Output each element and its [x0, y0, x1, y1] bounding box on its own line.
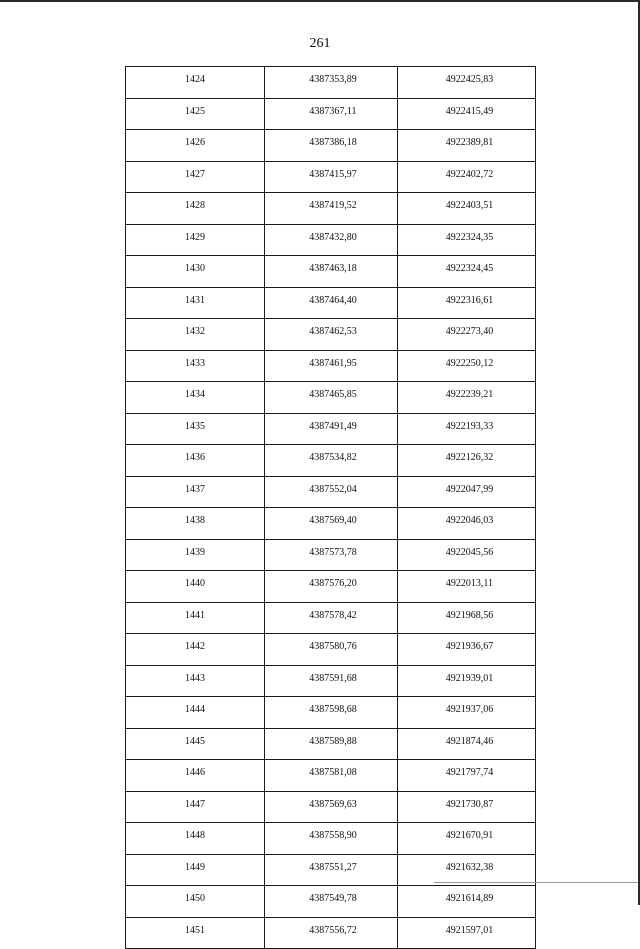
table-row	[126, 634, 536, 666]
table-row	[126, 760, 536, 792]
point-number-cell: 1450	[126, 886, 265, 918]
x-coordinate-cell: 4387491,49	[265, 413, 398, 445]
table-row	[126, 130, 536, 162]
point-number-cell: 1437	[126, 476, 265, 508]
y-coordinate-cell: 4922324,35	[398, 224, 536, 256]
y-coordinate-cell: 4922425,83	[398, 67, 536, 99]
y-coordinate-cell: 4921730,87	[398, 791, 536, 823]
point-number-cell: 1444	[126, 697, 265, 729]
x-coordinate-cell: 4387591,68	[265, 665, 398, 697]
point-number-cell: 1439	[126, 539, 265, 571]
point-number-cell: 1426	[126, 130, 265, 162]
x-coordinate-cell: 4387534,82	[265, 445, 398, 477]
y-coordinate-cell: 4922415,49	[398, 98, 536, 130]
table-row	[126, 256, 536, 288]
y-coordinate-cell: 4921670,91	[398, 823, 536, 855]
table-row	[126, 350, 536, 382]
x-coordinate-cell: 4387581,08	[265, 760, 398, 792]
y-coordinate-cell: 4921936,67	[398, 634, 536, 666]
table-row	[126, 224, 536, 256]
table-row	[126, 67, 536, 99]
point-number-cell: 1431	[126, 287, 265, 319]
table-row	[126, 161, 536, 193]
x-coordinate-cell: 4387552,04	[265, 476, 398, 508]
y-coordinate-cell: 4922126,32	[398, 445, 536, 477]
x-coordinate-cell: 4387598,68	[265, 697, 398, 729]
x-coordinate-cell: 4387549,78	[265, 886, 398, 918]
point-number-cell: 1432	[126, 319, 265, 351]
table-row	[126, 445, 536, 477]
point-number-cell: 1445	[126, 728, 265, 760]
point-number-cell: 1428	[126, 193, 265, 225]
y-coordinate-cell: 4921939,01	[398, 665, 536, 697]
x-coordinate-cell: 4387415,97	[265, 161, 398, 193]
point-number-cell: 1449	[126, 854, 265, 886]
y-coordinate-cell: 4922324,45	[398, 256, 536, 288]
point-number-cell: 1441	[126, 602, 265, 634]
y-coordinate-cell: 4922193,33	[398, 413, 536, 445]
coordinates-table-body	[126, 67, 536, 949]
table-row	[126, 791, 536, 823]
x-coordinate-cell: 4387589,88	[265, 728, 398, 760]
y-coordinate-cell: 4922316,61	[398, 287, 536, 319]
table-row	[126, 98, 536, 130]
table-row	[126, 886, 536, 918]
x-coordinate-cell: 4387578,42	[265, 602, 398, 634]
table-row	[126, 697, 536, 729]
point-number-cell: 1427	[126, 161, 265, 193]
x-coordinate-cell: 4387419,52	[265, 193, 398, 225]
table-row	[126, 413, 536, 445]
table-row	[126, 539, 536, 571]
point-number-cell: 1434	[126, 382, 265, 414]
x-coordinate-cell: 4387580,76	[265, 634, 398, 666]
y-coordinate-cell: 4922239,21	[398, 382, 536, 414]
x-coordinate-cell: 4387573,78	[265, 539, 398, 571]
x-coordinate-cell: 4387569,63	[265, 791, 398, 823]
y-coordinate-cell: 4922273,40	[398, 319, 536, 351]
table-row	[126, 728, 536, 760]
y-coordinate-cell: 4922046,03	[398, 508, 536, 540]
y-coordinate-cell: 4921874,46	[398, 728, 536, 760]
table-row	[126, 665, 536, 697]
table-row	[126, 823, 536, 855]
y-coordinate-cell: 4921597,01	[398, 917, 536, 949]
point-number-cell: 1443	[126, 665, 265, 697]
y-coordinate-cell: 4922047,99	[398, 476, 536, 508]
x-coordinate-cell: 4387551,27	[265, 854, 398, 886]
point-number-cell: 1425	[126, 98, 265, 130]
table-row	[126, 287, 536, 319]
x-coordinate-cell: 4387576,20	[265, 571, 398, 603]
y-coordinate-cell: 4921797,74	[398, 760, 536, 792]
table-row	[126, 571, 536, 603]
y-coordinate-cell: 4921968,56	[398, 602, 536, 634]
x-coordinate-cell: 4387353,89	[265, 67, 398, 99]
y-coordinate-cell: 4921614,89	[398, 886, 536, 918]
x-coordinate-cell: 4387462,53	[265, 319, 398, 351]
table-row	[126, 917, 536, 949]
point-number-cell: 1438	[126, 508, 265, 540]
x-coordinate-cell: 4387556,72	[265, 917, 398, 949]
point-number-cell: 1448	[126, 823, 265, 855]
coordinates-table	[125, 66, 536, 949]
y-coordinate-cell: 4921632,38	[398, 854, 536, 886]
x-coordinate-cell: 4387463,18	[265, 256, 398, 288]
y-coordinate-cell: 4922402,72	[398, 161, 536, 193]
point-number-cell: 1451	[126, 917, 265, 949]
y-coordinate-cell: 4922403,51	[398, 193, 536, 225]
point-number-cell: 1440	[126, 571, 265, 603]
x-coordinate-cell: 4387464,40	[265, 287, 398, 319]
table-row	[126, 193, 536, 225]
table-row	[126, 854, 536, 886]
x-coordinate-cell: 4387432,80	[265, 224, 398, 256]
point-number-cell: 1435	[126, 413, 265, 445]
point-number-cell: 1442	[126, 634, 265, 666]
x-coordinate-cell: 4387569,40	[265, 508, 398, 540]
point-number-cell: 1433	[126, 350, 265, 382]
y-coordinate-cell: 4922250,12	[398, 350, 536, 382]
table-row	[126, 508, 536, 540]
y-coordinate-cell: 4921937,06	[398, 697, 536, 729]
point-number-cell: 1436	[126, 445, 265, 477]
scan-bottom-line	[434, 882, 638, 883]
y-coordinate-cell: 4922013,11	[398, 571, 536, 603]
scan-edge-top	[0, 0, 640, 2]
table-row	[126, 476, 536, 508]
y-coordinate-cell: 4922389,81	[398, 130, 536, 162]
table-row	[126, 319, 536, 351]
point-number-cell: 1424	[126, 67, 265, 99]
point-number-cell: 1446	[126, 760, 265, 792]
point-number-cell: 1447	[126, 791, 265, 823]
page-number: 261	[309, 36, 331, 51]
x-coordinate-cell: 4387558,90	[265, 823, 398, 855]
x-coordinate-cell: 4387367,11	[265, 98, 398, 130]
point-number-cell: 1430	[126, 256, 265, 288]
x-coordinate-cell: 4387386,18	[265, 130, 398, 162]
point-number-cell: 1429	[126, 224, 265, 256]
x-coordinate-cell: 4387461,95	[265, 350, 398, 382]
x-coordinate-cell: 4387465,85	[265, 382, 398, 414]
y-coordinate-cell: 4922045,56	[398, 539, 536, 571]
table-row	[126, 602, 536, 634]
table-row	[126, 382, 536, 414]
